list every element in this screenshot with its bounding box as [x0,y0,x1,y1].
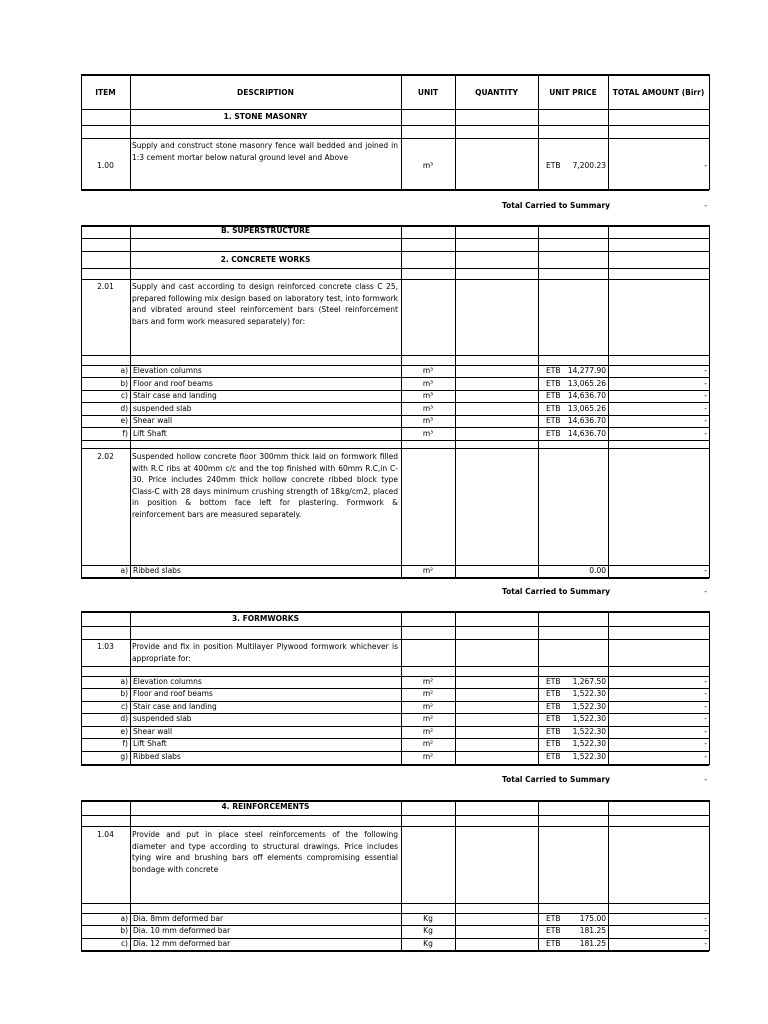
unit-price-cell: 14,636.70 [567,429,606,438]
currency-label: ETB [546,379,561,388]
currency-label: ETB [546,752,561,761]
header-total-amount: TOTAL AMOUNT (Birr) [612,88,705,97]
unit-cell: Kg [423,939,433,948]
row-description: Ribbed slabs [133,566,181,575]
item-description: Provide and put in place steel reinforcements of the following diameter and type according to structural drawings. Price includes tying wire and brushing bars off elements compromising essential bondage with concrete [132,830,398,874]
unit-price-cell: 14,636.70 [567,416,606,425]
unit-price-cell: 13,065.26 [567,379,606,388]
total-amount-cell: - [704,416,707,425]
unit-price-cell: 14,277.90 [567,366,606,375]
row-letter: c) [120,702,128,711]
row-letter: f) [122,739,128,748]
row-description: Shear wall [133,416,173,425]
unit-cell: m³ [422,379,434,388]
total-amount-cell: - [704,677,707,686]
total-carried-value: - [704,201,707,210]
currency-label: ETB [546,404,561,413]
row-description: Stair case and landing [133,702,217,711]
total-carried-label: Total Carried to Summary [502,201,611,210]
total-amount-cell: - [704,404,707,413]
row-description: Dia. 8mm deformed bar [133,914,224,923]
unit-price-cell: 14,636.70 [567,391,606,400]
total-amount-cell: - [704,566,707,575]
total-amount-cell: - [704,366,707,375]
total-amount-cell: - [704,939,707,948]
currency-label: ETB [546,739,561,748]
total-amount-cell: - [704,727,707,736]
row-letter: a) [120,914,128,923]
item-description: Supply and cast according to design reinforced concrete class C 25, prepared following mix design based on laboratory test, into formwork and vibrated around steel reinforcement bars (Steel reinforcement bars and form work measured separately) for: [132,282,398,326]
unit-cell: m² [422,677,434,686]
unit-cell: m³ [422,391,434,400]
unit-cell: Kg [423,914,433,923]
unit-cell: m² [422,714,434,723]
total-amount-cell: - [704,714,707,723]
unit-price-cell: 1,267.50 [572,677,606,686]
item-description: Suspended hollow concrete floor 300mm thick laid on formwork filled with R.C ribs at 400mm c/c and the top finished with 60mm R.C,in C-30. Price includes 240mm thick hollow concrete ribbed block type Class-C with 28 days minimum crushing strength of 18kg/cm2, placed in position & bottom face left for plastering. Formwork & reinforcement bars are measured separately. [132,452,398,519]
unit-price-cell: 1,522.30 [572,752,606,761]
total-amount-cell: - [704,689,707,698]
row-letter: f) [122,429,128,438]
unit-price-cell: 181.25 [579,939,606,948]
row-letter: d) [120,404,128,413]
row-description: Shear wall [133,727,173,736]
row-description: Elevation columns [133,677,202,686]
total-amount-cell: - [704,702,707,711]
item-number: 2.02 [97,452,114,461]
row-letter: b) [120,689,128,698]
unit-cell: m³ [422,416,434,425]
unit-cell: Kg [423,926,433,935]
currency-label: ETB [546,429,561,438]
item-number: 1.03 [97,642,114,651]
row-letter: b) [120,379,128,388]
total-carried-value: - [704,587,707,596]
row-description: suspended slab [133,714,192,723]
header-description: DESCRIPTION [237,88,294,97]
row-description: Stair case and landing [133,391,217,400]
unit-price-cell: 13,065.26 [567,404,606,413]
unit-price-cell: 0.00 [589,566,606,575]
row-letter: e) [120,416,128,425]
header-quantity: QUANTITY [475,88,518,97]
row-description: Lift Shaft [133,429,167,438]
row-description: suspended slab [133,404,192,413]
total-amount-cell: - [704,914,707,923]
unit-cell: m² [422,752,434,761]
currency-label: ETB [546,702,561,711]
currency-label: ETB [546,689,561,698]
section-title: 2. CONCRETE WORKS [220,255,311,264]
row-letter: a) [120,566,128,575]
unit-cell: m³ [422,404,434,413]
section-title: 4. REINFORCEMENTS [221,802,310,811]
row-description: Floor and roof beams [133,379,213,388]
unit-cell: m² [422,702,434,711]
superstructure-title: B. SUPERSTRUCTURE [220,226,311,235]
unit-cell: m² [422,727,434,736]
currency-label: ETB [546,366,561,375]
total-carried-value: - [704,775,707,784]
item-number: 1.00 [97,161,114,170]
total-carried-label: Total Carried to Summary [502,775,611,784]
unit-cell: m² [422,566,434,575]
currency-label: ETB [546,926,561,935]
unit-price-cell: 1,522.30 [572,702,606,711]
currency-label: ETB [546,677,561,686]
unit-price-cell: 181.25 [579,926,606,935]
row-letter: g) [120,752,128,761]
unit-price-cell: 1,522.30 [572,727,606,736]
header-unit: UNIT [417,88,439,97]
row-letter: c) [120,939,128,948]
row-letter: a) [120,366,128,375]
row-letter: d) [120,714,128,723]
item-description: Supply and construct stone masonry fence wall bedded and joined in 1:3 cement mortar below natural ground level and Above [132,141,398,162]
row-description: Floor and roof beams [133,689,213,698]
total-amount-cell: - [704,379,707,388]
section-title: 3. FORMWORKS [231,614,300,623]
currency-label: ETB [546,391,561,400]
total-amount-cell: - [704,391,707,400]
unit-cell: m³ [422,366,434,375]
unit-price-cell: 1,522.30 [572,739,606,748]
total-amount-cell: - [704,739,707,748]
row-letter: a) [120,677,128,686]
total-amount-cell: - [704,752,707,761]
total-amount-cell: - [704,429,707,438]
total-amount-cell: - [704,161,707,170]
currency-label: ETB [546,939,561,948]
unit-cell: m³ [422,161,434,170]
row-letter: e) [120,727,128,736]
unit-cell: m² [422,739,434,748]
item-number: 2.01 [97,282,114,291]
unit-price-cell: 1,522.30 [572,714,606,723]
unit-price-cell: 1,522.30 [572,689,606,698]
row-description: Lift Shaft [133,739,167,748]
total-carried-label: Total Carried to Summary [502,587,611,596]
unit-price-cell: 175.00 [579,914,606,923]
row-description: Dia. 10 mm deformed bar [133,926,231,935]
row-description: Elevation columns [133,366,202,375]
currency-label: ETB [546,727,561,736]
row-description: Ribbed slabs [133,752,181,761]
item-number: 1.04 [97,830,114,839]
unit-cell: m³ [422,429,434,438]
row-letter: b) [120,926,128,935]
header-unit-price: UNIT PRICE [549,88,597,97]
currency-label: ETB [546,714,561,723]
currency-label: ETB [546,161,561,170]
row-description: Dia. 12 mm deformed bar [133,939,231,948]
total-amount-cell: - [704,926,707,935]
currency-label: ETB [546,914,561,923]
item-description: Provide and fix in position Multilayer Plywood formwork whichever is appropriate for: [132,642,398,663]
currency-label: ETB [546,416,561,425]
header-item: ITEM [95,88,116,97]
unit-cell: m² [422,689,434,698]
row-letter: c) [120,391,128,400]
section-title: 1. STONE MASONRY [223,112,308,121]
unit-price-cell: 7,200.23 [572,161,606,170]
